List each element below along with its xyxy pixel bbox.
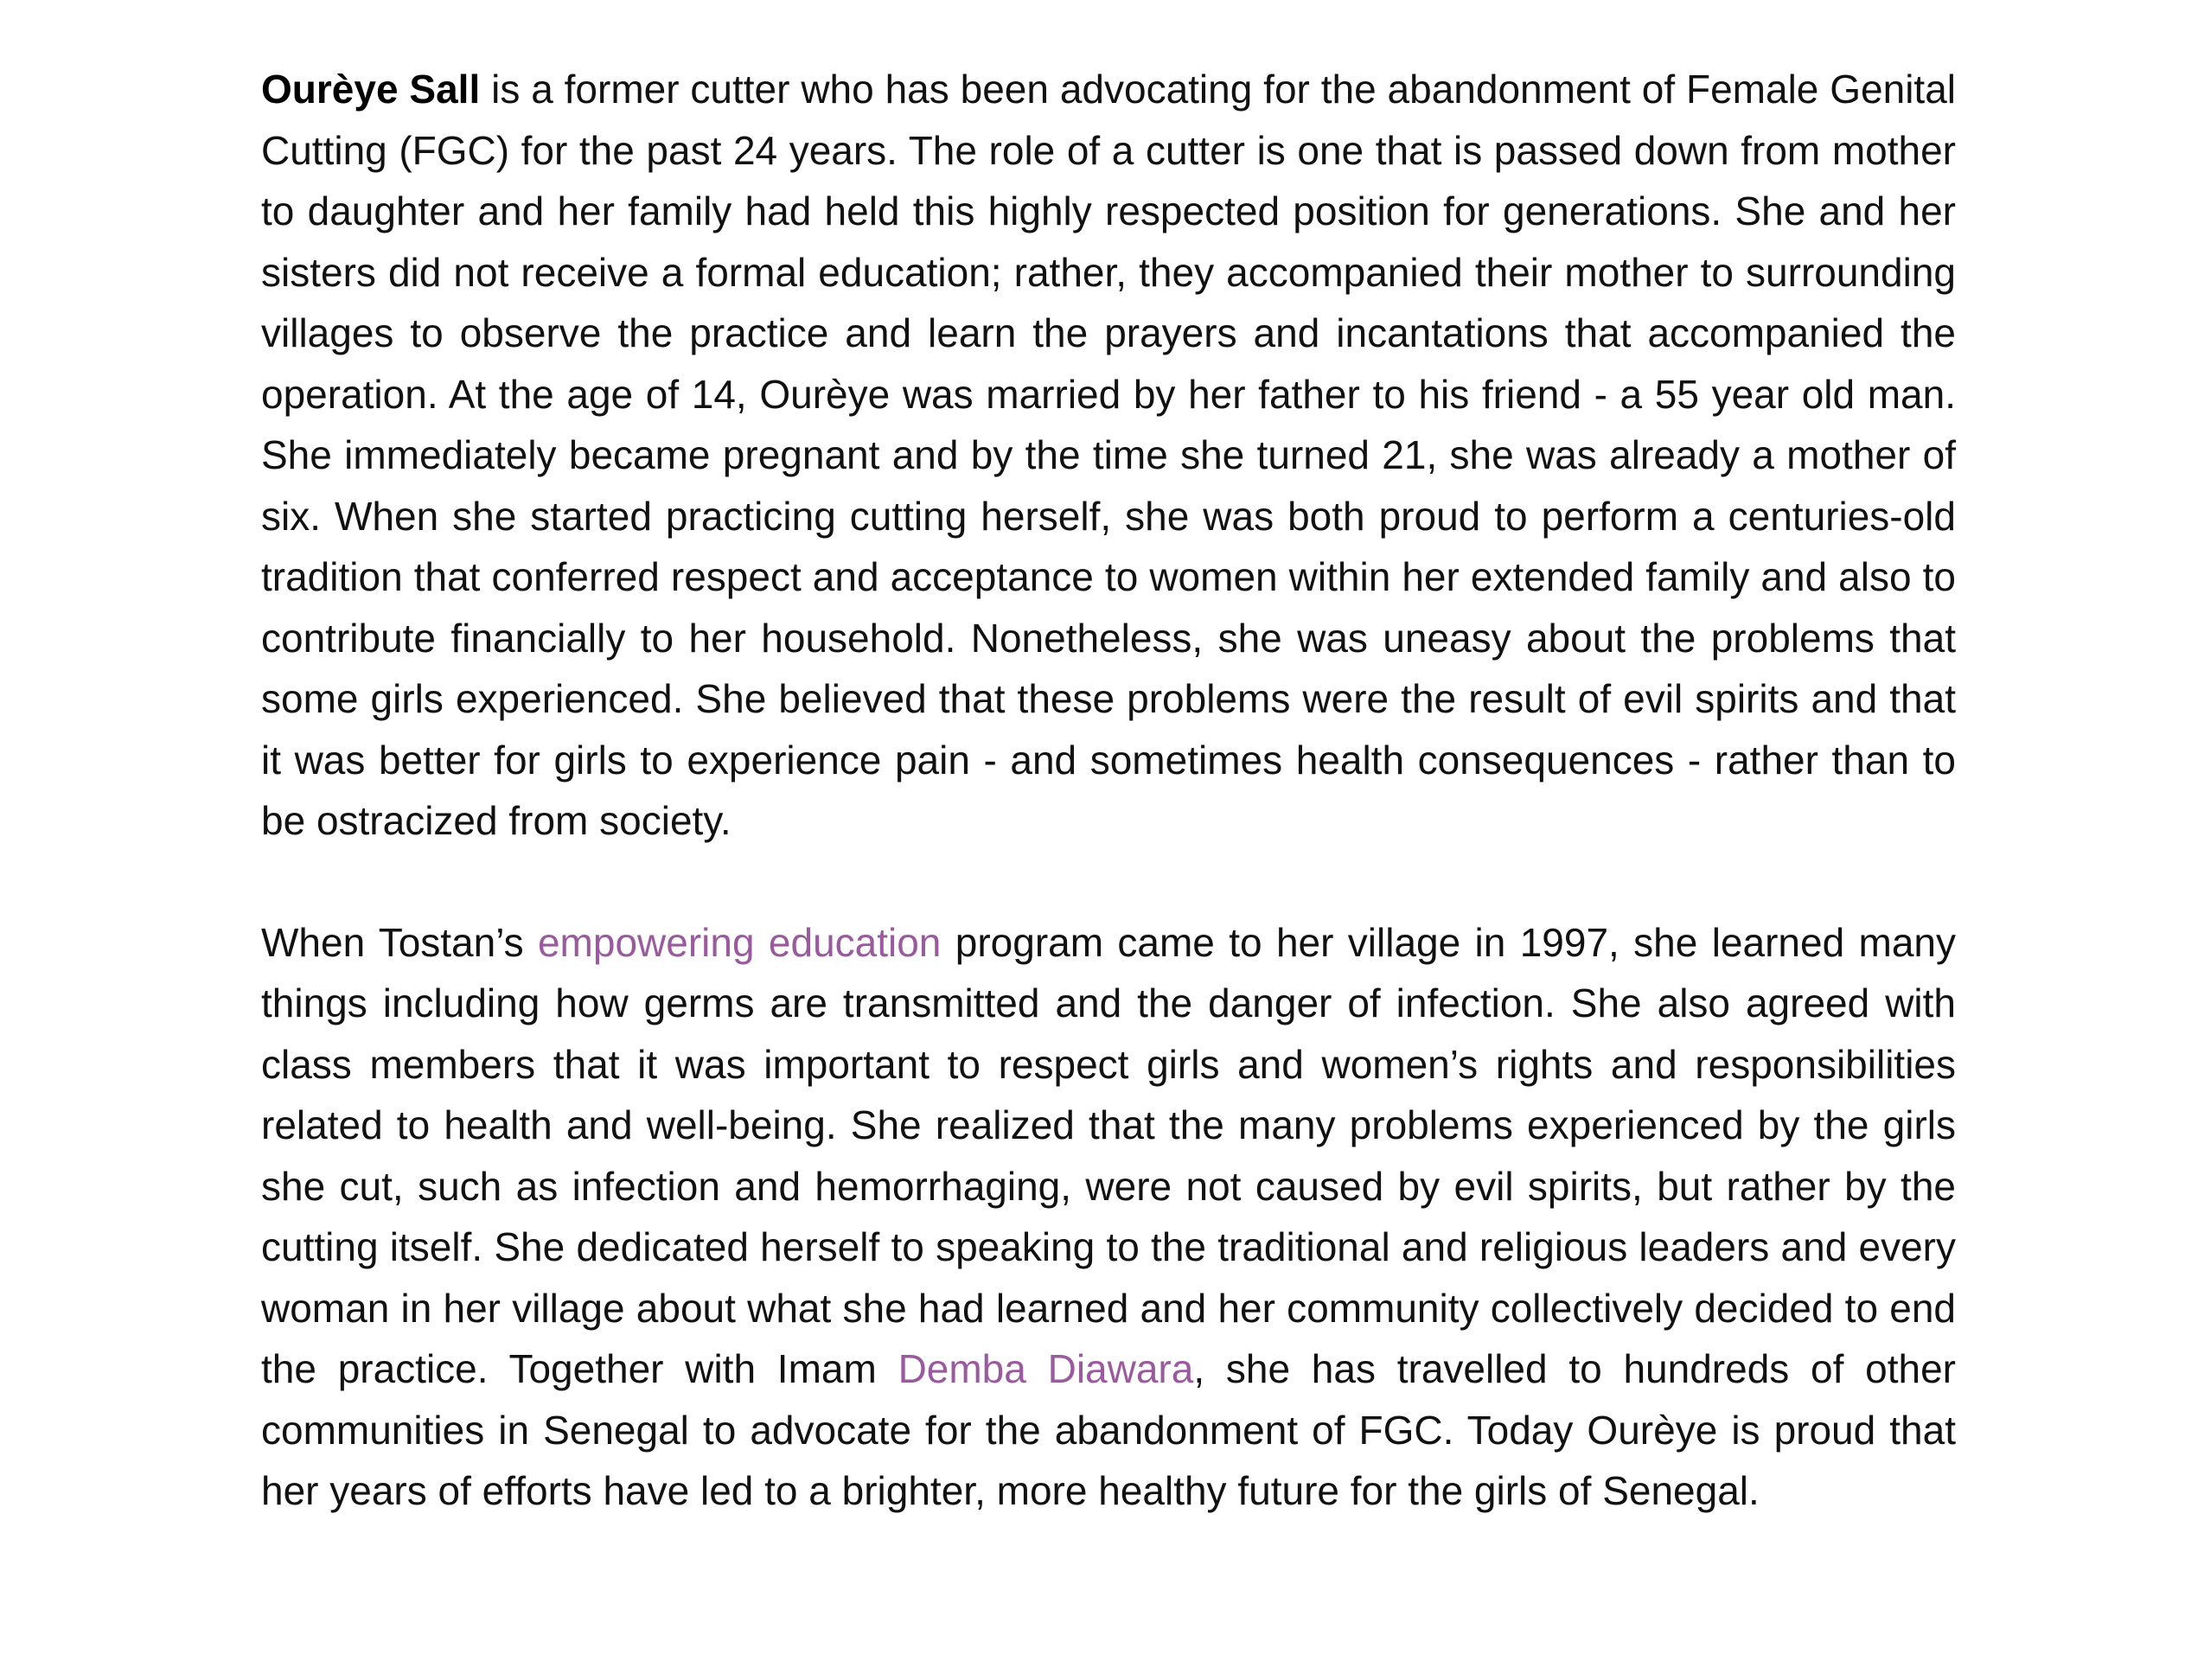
- paragraph-2-text-middle: program came to her village in 1997, she learned many things including how germs are transmitted and the danger of infection. She also agreed with class members that it was important to respect girls and women’s rights and responsibilities related to health and well-being. She realized that the many problems experienced by the girls she cut, such as infection and hemorrhaging, were not caused by evil spirits, but rather by the cutting itself. She dedicated herself to speaking to the traditional and religious leaders and every woman in her village about what she had learned and her community collectively decided to end the practice. Together with Imam: [261, 919, 1956, 1391]
- paragraph-2: [261, 912, 1956, 1522]
- subject-name: Ourèye Sall: [261, 67, 481, 112]
- empowering-education-link[interactable]: empowering education: [537, 919, 942, 965]
- demba-diawara-link[interactable]: Demba Diawara: [898, 1346, 1194, 1391]
- article-body: [261, 59, 1956, 1522]
- paragraph-1: [261, 59, 1956, 852]
- paragraph-2-text-start: When Tostan’s: [261, 919, 538, 965]
- paragraph-spacer: [261, 852, 1956, 912]
- paragraph-2-text-end: , she has travelled to hundreds of other communities in Senegal to advocate for the abandonment of FGC. Today Ourèye is proud that her years of efforts have led to a brighter, more healthy future for the girls of Senegal.: [261, 1346, 1957, 1513]
- paragraph-1-text: is a former cutter who has been advocating for the abandonment of Female Genital Cutting (FGC) for the past 24 years. The role of a cutter is one that is passed down from mother to daughter and her family had held this highly respected position for generations. She and her sisters did not receive a formal education; rather, they accompanied their mother to surrounding villages to observe the practice and learn the prayers and incantations that accompanied the operation. At the age of 14, Ourèye was married by her father to his friend - a 55 year old man. She immediately became pregnant and by the time she turned 21, she was already a mother of six. When she started practicing cutting herself, she was both proud to perform a centuries-old tradition that conferred respect and acceptance to women within her extended family and also to contribute financially to her household. Nonetheless, she was uneasy about the problems that some girls experienced. She believed that these problems were the result of evil spirits and that it was better for girls to experience pain - and sometimes health consequences - rather than to be ostracized from society.: [261, 67, 1957, 843]
